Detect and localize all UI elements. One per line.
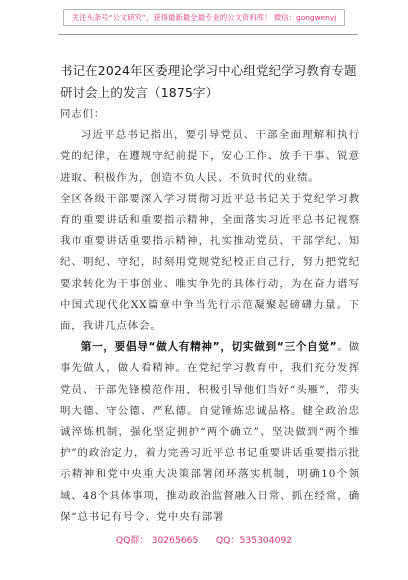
document-body — [60, 60, 360, 528]
header-banner — [0, 0, 408, 34]
paragraph-intro: 习近平总书记指出，要引导党员、干部全面理解和执行党的纪律，在遵规守纪前提下，安心工作、放手干事、锐意进取、积极作为，创造不负人民、不负时代的业绩。 — [60, 129, 360, 184]
paragraph-overview: 全区各级干部要深入学习贯彻习近平总书记关于党纪学习教育的重要讲话和重要指示精神，全面落实习近平总书记视察我市重要讲话重要指示精神，扎实推动党员、干部学纪、知纪、明纪、守纪，时刻用党规党纪校正自己行，努力把党纪要求转化为干事创业、唯实争先的具体行动，为在奋力谱写中国式现代化XX篇章中争当先行示范凝聚起磅礴力量。下面，我讲几点体会。 — [60, 192, 360, 333]
section-one-body: 。做事先做人，做人看精神。在党纪学习教育中，我们充分发挥党员、干部先锋模范作用，积极引导他们当好“头雁”，带头明大德、守公德、严私德。自觉锤炼忠诚品格。健全政治忠诚淬炼机制，强化坚定拥护“两个确立”、坚决做到“两个维护”的政治定力，着力完善习近平总书记重要讲话重要指示批示精神和党中央重大决策部署闭环落实机制，明确10个领域、48个具体事项，推动政治监督融入日常、抓在经常，确保“总书记有号令、党中央有部署 — [60, 341, 360, 523]
header-divider — [58, 34, 358, 35]
salutation: 同志们： — [60, 108, 106, 120]
document-title: 书记在2024年区委理论学习中心组党纪学习教育专题研讨会上的发言（1875字） — [60, 63, 357, 100]
footer-contact: QQ群： 30265665 QQ：535304092 — [115, 535, 293, 546]
paragraph-section-one — [60, 337, 360, 528]
banner-notice: 关注头条号“公文研究”，获得最新最全最专业的公文资料库！ 微信：gongwenyj — [63, 9, 346, 26]
section-one-heading: 第一，要倡导“做人有精神”，切实做到“三个自觉” — [80, 341, 338, 354]
